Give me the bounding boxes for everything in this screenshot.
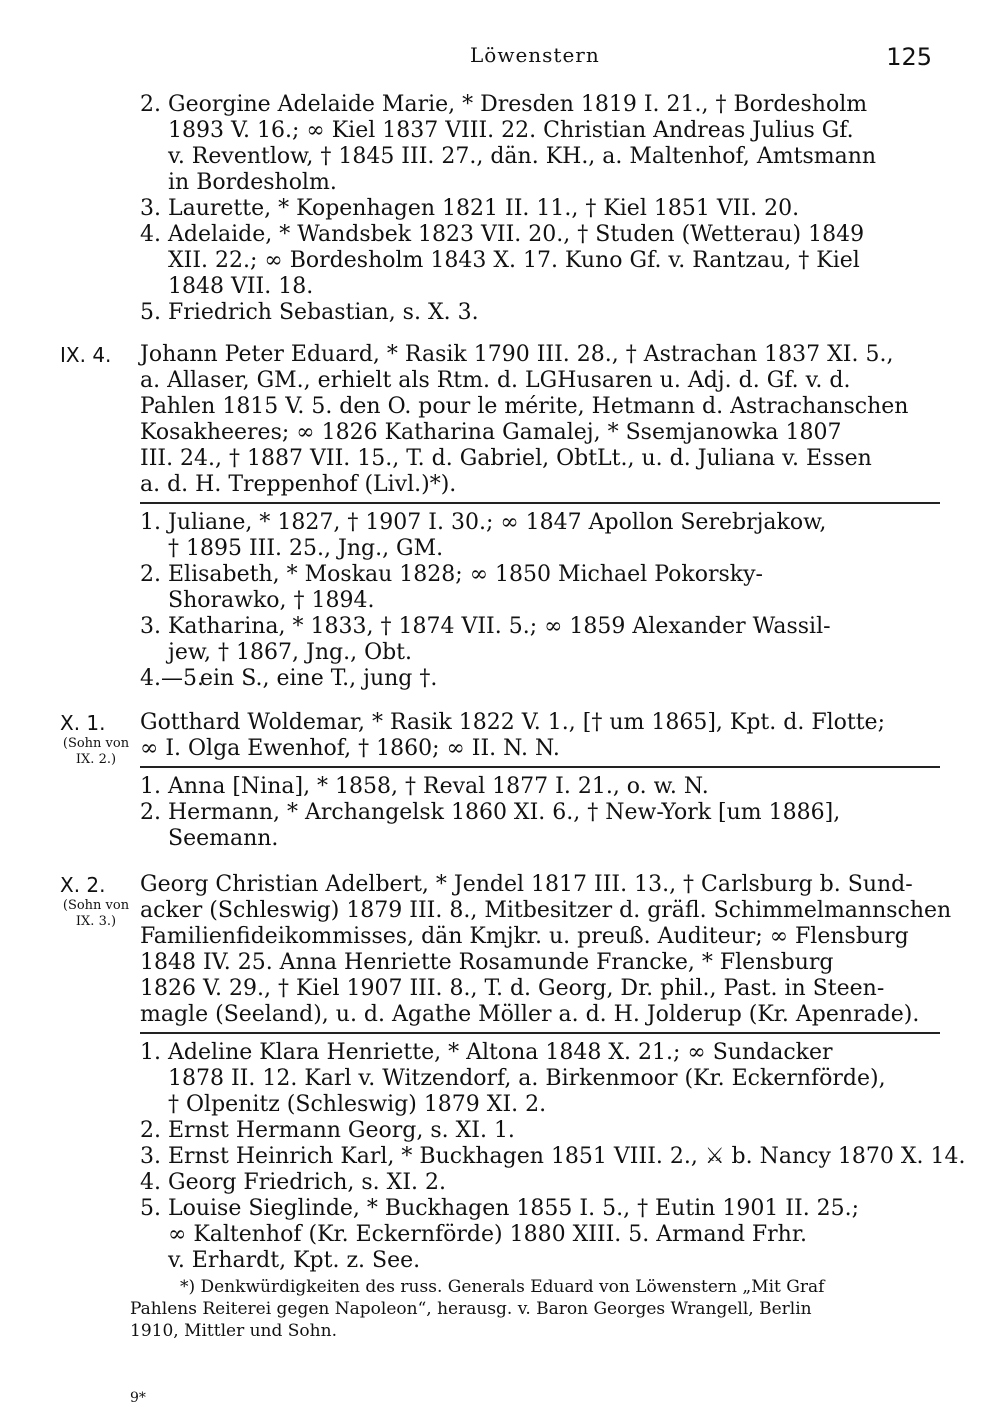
parent-note: (Sohn von IX. 3.) bbox=[62, 898, 130, 929]
child-entry: 4. Adelaide, * Wandsbek 1823 VII. 20., † Studen (Wetterau) 1849 XII. 22.; ∞ Bordesholm 1843 X. 17. Kuno Gf. v. Rantzau, † Kiel 1848 VII. 18. bbox=[140, 222, 865, 299]
child-entry: 2. Elisabeth, * Moskau 1828; ∞ 1850 Michael Pokorsky- Shorawko, † 1894. bbox=[140, 562, 763, 613]
generation-number: X. 1. bbox=[60, 711, 106, 735]
divider-rule bbox=[140, 502, 940, 504]
child-entry: 5. Louise Sieglinde, * Buckhagen 1855 I. 5., † Eutin 1901 II. 25.; ∞ Kaltenhof (Kr. Eckernförde) 1880 XIII. 5. Armand Frhr. v. Erhardt, Kpt. z. See. bbox=[140, 1196, 860, 1273]
entry-x1 bbox=[60, 710, 940, 852]
child-entry: 3. Laurette, * Kopenhagen 1821 II. 11., † Kiel 1851 VII. 20. bbox=[140, 196, 800, 221]
entry-text: Georg Christian Adelbert, * Jendel 1817 III. 13., † Carlsburg b. Sund- acker (Schleswig) 1879 III. 8., Mitbesitzer d. gräfl. Schimmelmannschen Familienfideikommisses, dän Kmjkr. u. preuß. Auditeur; ∞ Flensburg 1848 IV. 25. Anna Henriette Rosamunde Francke, * Flensburg 1826 V. 29., † Kiel 1907 III. 8., T. d. Georg, Dr. phil., Past. in Steen- magle (Seeland), u. d. Agathe Möller a. d. H. Jolderup (Kr. Apenrade). bbox=[140, 872, 952, 1027]
page-number: 125 bbox=[886, 43, 932, 71]
child-entry: 3. Katharina, * 1833, † 1874 VII. 5.; ∞ 1859 Alexander Wassil- jew, † 1867, Jng., Obt. bbox=[140, 614, 831, 665]
continuation-children bbox=[60, 92, 940, 326]
child-entry: 1. Adeline Klara Henriette, * Altona 1848 X. 21.; ∞ Sundacker 1878 II. 12. Karl v. Witzendorf, a. Birkenmoor (Kr. Eckernförde), † Olpenitz (Schleswig) 1879 XI. 2. bbox=[140, 1040, 886, 1117]
child-entry: 2. Ernst Hermann Georg, s. XI. 1. bbox=[140, 1118, 515, 1143]
divider-rule bbox=[140, 766, 940, 768]
child-entry: 4. Georg Friedrich, s. XI. 2. bbox=[140, 1170, 446, 1195]
child-entry: 2. Georgine Adelaide Marie, * Dresden 1819 I. 21., † Bordesholm 1893 V. 16.; ∞ Kiel 1837 VIII. 22. Christian Andreas Julius Gf. v. Reventlow, † 1845 III. 27., dän. KH., a. Maltenhof, Amtsmann in Bordesholm. bbox=[140, 92, 877, 195]
child-entry: 2. Hermann, * Archangelsk 1860 XI. 6., † New-York [um 1886], Seemann. bbox=[140, 800, 841, 851]
entry-text: Johann Peter Eduard, * Rasik 1790 III. 28., † Astrachan 1837 XI. 5., a. Allaser, GM., erhielt als Rtm. d. LGHusaren u. Adj. d. Gf. v. d. Pahlen 1815 V. 5. den O. pour le mérite, Hetmann d. Astrachanschen Kosakheeres; ∞ 1826 Katharina Gamalej, * Ssemjanowka 1807 III. 24., † 1887 VII. 15., T. d. Gabriel, ObtLt., u. d. Juliana v. Essen a. d. H. Treppenhof (Livl.)*). bbox=[140, 342, 909, 497]
entry-text: Gotthard Woldemar, * Rasik 1822 V. 1., [† um 1865], Kpt. d. Flotte; ∞ I. Olga Ewenhof, † 1860; ∞ II. N. N. bbox=[140, 710, 885, 761]
entry-ix4 bbox=[60, 342, 940, 692]
divider-rule bbox=[140, 1032, 940, 1034]
child-entry: 1. Anna [Nina], * 1858, † Reval 1877 I. 21., o. w. N. bbox=[140, 774, 709, 799]
child-entry: 1. Juliane, * 1827, † 1907 I. 30.; ∞ 1847 Apollon Serebrjakow, † 1895 III. 25., Jng., GM. bbox=[140, 510, 827, 561]
printer-signature: 9* bbox=[130, 1390, 146, 1406]
child-entry: 5. Friedrich Sebastian, s. X. 3. bbox=[140, 300, 479, 325]
entry-x2 bbox=[60, 872, 966, 1274]
child-entry: 3. Ernst Heinrich Karl, * Buckhagen 1851 VIII. 2., ⚔ b. Nancy 1870 X. 14. bbox=[140, 1144, 966, 1169]
generation-number: IX. 4. bbox=[60, 343, 112, 367]
parent-note: (Sohn von IX. 2.) bbox=[62, 736, 130, 767]
generation-number: X. 2. bbox=[60, 873, 106, 897]
running-title: Löwenstern bbox=[470, 43, 600, 67]
child-entry: 4.—5.ein S., eine T., jung †. bbox=[140, 666, 438, 691]
page-header bbox=[0, 42, 1000, 72]
footnote: *) Denkwürdigkeiten des russ. Generals Eduard von Löwenstern „Mit Graf Pahlens Reiterei gegen Napoleon“, herausg. v. Baron Georges Wrangell, Berlin 1910, Mittler und Sohn. bbox=[130, 1277, 825, 1341]
